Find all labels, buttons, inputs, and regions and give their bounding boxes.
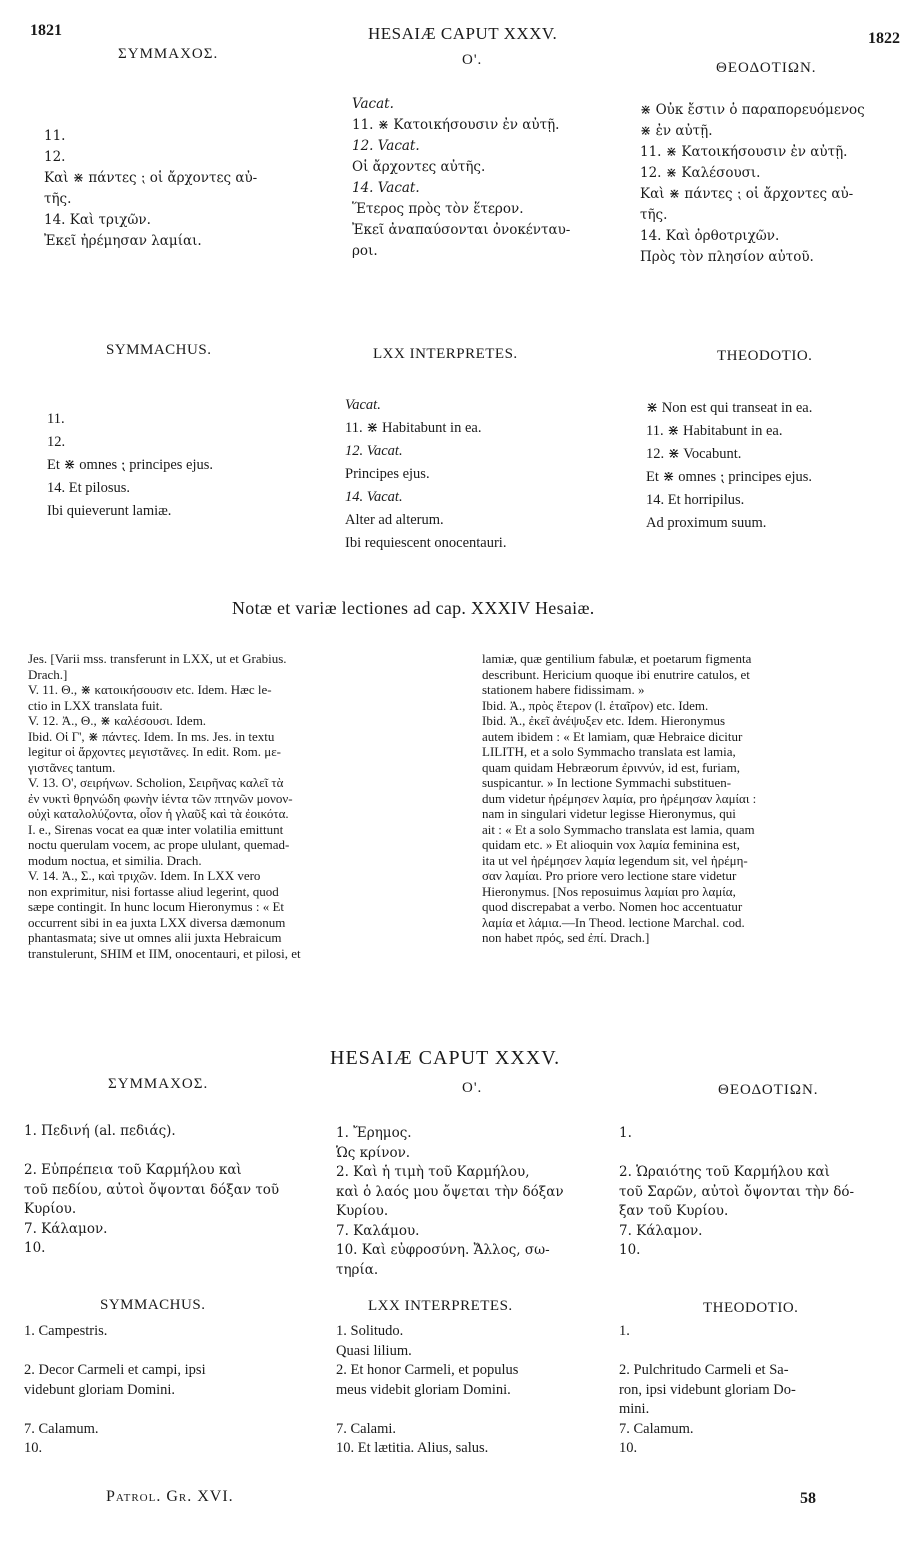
- text-line: 2. Εὐπρέπεια τοῦ Καρμήλου καὶ: [24, 1162, 242, 1178]
- note-line: dum videtur ἠρέμησεν λαμία, pro ἠρέμησαν λαμίαι :: [482, 790, 757, 806]
- note-line: V. 12. Ἀ., Θ., ⋇ καλέσουσι. Idem.: [28, 713, 207, 728]
- text-line: ξαν τοῦ Κυρίου.: [619, 1203, 729, 1219]
- text-line: Quasi lilium.: [336, 1342, 412, 1359]
- text-line: 14. Vacat.: [352, 180, 420, 196]
- note-line: quam quidam Hebræorum ἐριννύν, id est, furiam,: [482, 759, 740, 775]
- text-line: Et ⋇ omnes ⁏ principes ejus.: [47, 457, 214, 473]
- symmachus-greek-column: [44, 126, 329, 252]
- text-line: 10.: [619, 1242, 641, 1258]
- text-line: 11. ⋇ Habitabunt in ea.: [646, 423, 783, 439]
- symmachus-latin-column-2: [24, 1322, 329, 1459]
- notes-left-column: [28, 651, 448, 961]
- text-line: τοῦ πεδίου, αὐτοὶ ὄψονται δόξαν τοῦ: [24, 1181, 280, 1198]
- note-line: I. e., Sirenas vocat ea quæ inter volatilia emittunt: [28, 821, 284, 837]
- note-line: V. 14. Ἀ., Σ., καὶ τριχῶν. Idem. In LXX vero: [28, 868, 261, 883]
- note-line: quod discrepabat a verbo. Nomen hoc accentuatur: [482, 899, 743, 914]
- text-line: Καὶ ⋇ πάντες ⁏ οἱ ἄρχοντες αὐ-: [44, 170, 258, 186]
- text-line: τῆς.: [44, 191, 72, 207]
- text-line: 12.: [47, 434, 66, 450]
- text-line: 7. Κάλαμον.: [619, 1222, 703, 1239]
- text-line: 7. Calamum.: [619, 1420, 694, 1437]
- text-line: 7. Calami.: [336, 1420, 397, 1437]
- text-line: τηρία.: [336, 1261, 379, 1278]
- page-number-right: 1822: [868, 30, 900, 47]
- text-line: Alter ad alterum.: [345, 512, 444, 528]
- lxx-latin-column-2: [336, 1322, 611, 1459]
- text-line: Κυρίου.: [336, 1203, 389, 1219]
- text-line: τῆς.: [640, 207, 668, 223]
- text-line: 2. Ὡραιότης τοῦ Καρμήλου καὶ: [619, 1164, 830, 1180]
- text-line: καὶ ὁ λαός μου ὄψεται τὴν δόξαν: [336, 1183, 564, 1200]
- text-line: 11. ⋇ Habitabunt in ea.: [345, 420, 482, 436]
- text-line: [24, 1400, 329, 1420]
- text-line: meus videbit gloriam Domini.: [336, 1381, 511, 1398]
- symmachus-greek-heading: ΣΥΜΜΑΧΟΣ.: [118, 46, 219, 62]
- text-line: 12. Vacat.: [352, 138, 420, 154]
- note-line: ait : « Et a solo Symmacho translata est lamia, quam: [482, 821, 755, 837]
- text-line: Ibi quieverunt lamiæ.: [47, 503, 172, 519]
- text-line: 7. Καλάμου.: [336, 1222, 420, 1239]
- note-line: οὐχὶ καταλολύζοντα, οἷον ἡ γλαῦξ καὶ τὰ ἐοικότα.: [28, 806, 289, 821]
- symmachus-latin-heading-2: SYMMACHUS.: [100, 1297, 206, 1313]
- text-line: 1.: [619, 1125, 632, 1141]
- note-line: legitur οἱ ἄρχοντες μεγιστᾶνες. In edit. Rom. με-: [28, 744, 281, 759]
- note-line: Ibid. Οἱ Γ', ⋇ πάντες. Idem. In ms. Jes. in textu: [28, 728, 275, 744]
- text-line: ron, ipsi videbunt gloriam Do-: [619, 1381, 796, 1398]
- note-line: occurrent sibi in ea juxta LXX diversa dæmonum: [28, 914, 286, 930]
- note-line: modum noctua, et similia. Drach.: [28, 852, 202, 868]
- text-line: [619, 1342, 904, 1362]
- text-line: 14. Et horripilus.: [646, 492, 745, 508]
- text-line: 10.: [619, 1440, 638, 1456]
- text-line: Ἐκεῖ ἀναπαύσονται ὀνοκένταυ-: [352, 222, 571, 238]
- note-line: autem ibidem : « Et lamiam, quæ Hebraice dicitur: [482, 728, 743, 744]
- text-line: Οἱ ἄρχοντες αὐτῆς.: [352, 159, 486, 175]
- text-line: 1. Ἔρημος.: [336, 1125, 412, 1141]
- note-line: V. 11. Θ., ⋇ κατοικήσουσιν etc. Idem. Hæc le-: [28, 682, 272, 697]
- footer-signature: Patrol. Gr. XVI.: [106, 1488, 234, 1505]
- text-line: 10.: [24, 1440, 43, 1456]
- text-line: 14. Et pilosus.: [47, 480, 130, 496]
- text-line: 1. Campestris.: [24, 1323, 108, 1339]
- text-line: 12. ⋇ Καλέσουσι.: [640, 165, 761, 181]
- lxx-greek-column-2: [336, 1124, 606, 1280]
- lxx-latin-heading-2: LXX INTERPRETES.: [368, 1298, 513, 1314]
- note-line: suspicantur. » In lectione Symmachi substituen-: [482, 775, 732, 790]
- note-line: Ibid. Ἀ., ἐκεῖ ἀνέψυξεν etc. Idem. Hieronymus: [482, 713, 726, 728]
- note-line: ita ut vel ἠρέμησεν λαμία legendum sit, vel ἠρέμη-: [482, 852, 748, 868]
- text-line: 11. ⋇ Κατοικήσουσιν ἐν αὐτῇ.: [640, 144, 848, 160]
- text-line: 12.: [44, 149, 66, 165]
- text-line: 1.: [619, 1323, 630, 1339]
- note-line: λαμία et λάμια.—In Theod. lectione Marchal. cod.: [482, 914, 745, 930]
- section-title: HESAIÆ CAPUT XXXV.: [330, 1047, 561, 1069]
- note-line: Ibid. Ἀ., πρὸς ἕτερον (l. ἑταῖρον) etc. Idem.: [482, 697, 709, 713]
- lxx-latin-heading: LXX INTERPRETES.: [373, 346, 518, 362]
- note-line: V. 13. Ο', σειρήνων. Scholion, Σειρῆνας καλεῖ τὰ: [28, 775, 284, 790]
- text-line: 2. Pulchritudo Carmeli et Sa-: [619, 1362, 789, 1378]
- lxx-greek-column: [352, 94, 622, 262]
- text-line: videbunt gloriam Domini.: [24, 1381, 176, 1398]
- text-line: Καὶ ⋇ πάντες ⁏ οἱ ἄρχοντες αὐ-: [640, 186, 854, 202]
- note-line: describunt. Hericium quoque ibi enutrire catulos, et: [482, 666, 750, 682]
- text-line: 7. Κάλαμον.: [24, 1220, 108, 1237]
- theodotion-greek-column: [640, 100, 915, 268]
- note-line: nam in singulari videtur legisse Hieronymus, qui: [482, 806, 736, 821]
- text-line: 14. Καὶ ὀρθοτριχῶν.: [640, 228, 780, 244]
- note-line: σαν λαμίαι. Pro priore vero lectione stare videtur: [482, 868, 737, 883]
- theodotion-latin-heading-2: THEODOTIO.: [703, 1300, 799, 1316]
- note-line: stationem habere fidissimam. »: [482, 682, 645, 697]
- note-line: non habet πρός, sed ἐπί. Drach.]: [482, 930, 650, 945]
- theodotion-greek-heading: ΘΕΟΔΟΤΙΩΝ.: [716, 60, 817, 76]
- text-line: Πρὸς τὸν πλησίον αὐτοῦ.: [640, 249, 814, 265]
- text-line: ⋇ Non est qui transeat in ea.: [646, 400, 813, 416]
- text-line: [336, 1400, 611, 1420]
- text-line: mini.: [619, 1401, 650, 1417]
- text-line: Vacat.: [352, 96, 394, 112]
- text-line: 14. Vacat.: [345, 489, 403, 505]
- text-line: Ibi requiescent onocentauri.: [345, 535, 507, 551]
- text-line: 10. Et lætitia. Alius, salus.: [336, 1440, 489, 1456]
- text-line: 2. Καὶ ἡ τιμὴ τοῦ Καρμήλου,: [336, 1164, 530, 1180]
- text-line: Ἕτερος πρὸς τὸν ἕτερον.: [352, 201, 524, 217]
- symmachus-greek-heading-2: ΣΥΜΜΑΧΟΣ.: [108, 1076, 209, 1092]
- theodotion-latin-heading: THEODOTIO.: [717, 348, 813, 364]
- lxx-latin-column: [345, 394, 615, 555]
- symmachus-latin-column: [47, 408, 332, 523]
- text-line: Principes ejus.: [345, 466, 430, 482]
- text-line: 14. Καὶ τριχῶν.: [44, 212, 151, 228]
- text-line: [24, 1342, 329, 1362]
- lxx-greek-heading-2: Ο'.: [462, 1080, 483, 1096]
- notes-right-column: [482, 651, 902, 946]
- note-line: ctio in LXX translata fuit.: [28, 697, 163, 713]
- note-line: γιστᾶνες tantum.: [28, 759, 116, 775]
- symmachus-latin-heading: SYMMACHUS.: [106, 342, 212, 358]
- theodotion-greek-heading-2: ΘΕΟΔΟΤΙΩΝ.: [718, 1082, 819, 1098]
- text-line: 10. Καὶ εὐφροσύνη. Ἄλλος, σω-: [336, 1242, 550, 1258]
- text-line: 2. Et honor Carmeli, et populus: [336, 1362, 519, 1378]
- note-line: Drach.]: [28, 666, 68, 682]
- note-line: non exprimitur, nisi fortasse aliud legerint, quod: [28, 883, 279, 899]
- theodotion-latin-column-2: [619, 1322, 904, 1459]
- text-line: 11.: [44, 128, 66, 144]
- note-line: quidam etc. » Et alioquin vox λαμία feminina est,: [482, 837, 740, 852]
- text-line: Ἐκεῖ ἠρέμησαν λαμίαι.: [44, 233, 202, 249]
- text-line: 12. ⋇ Vocabunt.: [646, 446, 742, 462]
- text-line: 2. Decor Carmeli et campi, ipsi: [24, 1362, 206, 1378]
- text-line: 12. Vacat.: [345, 443, 403, 459]
- note-line: Jes. [Varii mss. transferunt in LXX, ut et Grabius.: [28, 651, 287, 666]
- symmachus-greek-column-2: [24, 1122, 329, 1259]
- note-line: ἐν νυκτὶ θρηνώδη φωνὴν ἱέντα τῶν πτηνῶν μονον-: [28, 790, 293, 806]
- text-line: Ad proximum suum.: [646, 515, 767, 531]
- text-line: Et ⋇ omnes ⁏ principes ejus.: [646, 469, 813, 485]
- text-line: ροι.: [352, 243, 378, 259]
- theodotion-greek-column-2: [619, 1124, 899, 1261]
- text-line: 1. Solitudo.: [336, 1323, 404, 1339]
- text-line: [619, 1144, 899, 1164]
- text-line: 10.: [24, 1240, 46, 1256]
- text-line: 1. Πεδινή (al. πεδιάς).: [24, 1123, 176, 1139]
- notes-title: Notæ et variæ lectiones ad cap. XXXIV Hesaiæ.: [232, 598, 595, 618]
- text-line: Ὡς κρίνον.: [336, 1144, 411, 1161]
- text-line: ⋇ ἐν αὐτῇ.: [640, 123, 713, 139]
- page-number-left: 1821: [30, 22, 62, 39]
- footer-sheet-number: 58: [800, 1490, 816, 1507]
- text-line: [24, 1142, 329, 1162]
- lxx-greek-heading: Ο'.: [462, 52, 483, 68]
- note-line: lamiæ, quæ gentilium fabulæ, et poetarum figmenta: [482, 651, 752, 666]
- text-line: 11.: [47, 411, 65, 427]
- note-line: LILITH, et a solo Symmacho translata est lamia,: [482, 744, 736, 759]
- text-line: 7. Calamum.: [24, 1420, 99, 1437]
- text-line: 11. ⋇ Κατοικήσουσιν ἐν αὐτῇ.: [352, 117, 560, 133]
- note-line: transtulerunt, SHIM et IIM, onocentauri, et pilosi, et: [28, 945, 301, 961]
- note-line: Hieronymus. [Nos reposuimus λαμίαι pro λαμία,: [482, 883, 736, 899]
- note-line: noctu querulam vocem, ac prope ululant, quemad-: [28, 837, 290, 852]
- text-line: τοῦ Σαρῶν, αὐτοὶ ὄψονται τὴν δό-: [619, 1183, 855, 1200]
- text-line: Κυρίου.: [24, 1201, 77, 1217]
- text-line: ⋇ Οὐκ ἔστιν ὁ παραπορευόμενος: [640, 102, 865, 118]
- theodotion-latin-column: [646, 397, 916, 535]
- running-title: HESAIÆ CAPUT XXXV.: [368, 24, 558, 43]
- note-line: sæpe contingit. In hunc locum Hieronymus : « Et: [28, 899, 284, 914]
- note-line: phantasmata; sive ut omnes alii juxta Hebraicum: [28, 930, 282, 945]
- text-line: Vacat.: [345, 397, 381, 413]
